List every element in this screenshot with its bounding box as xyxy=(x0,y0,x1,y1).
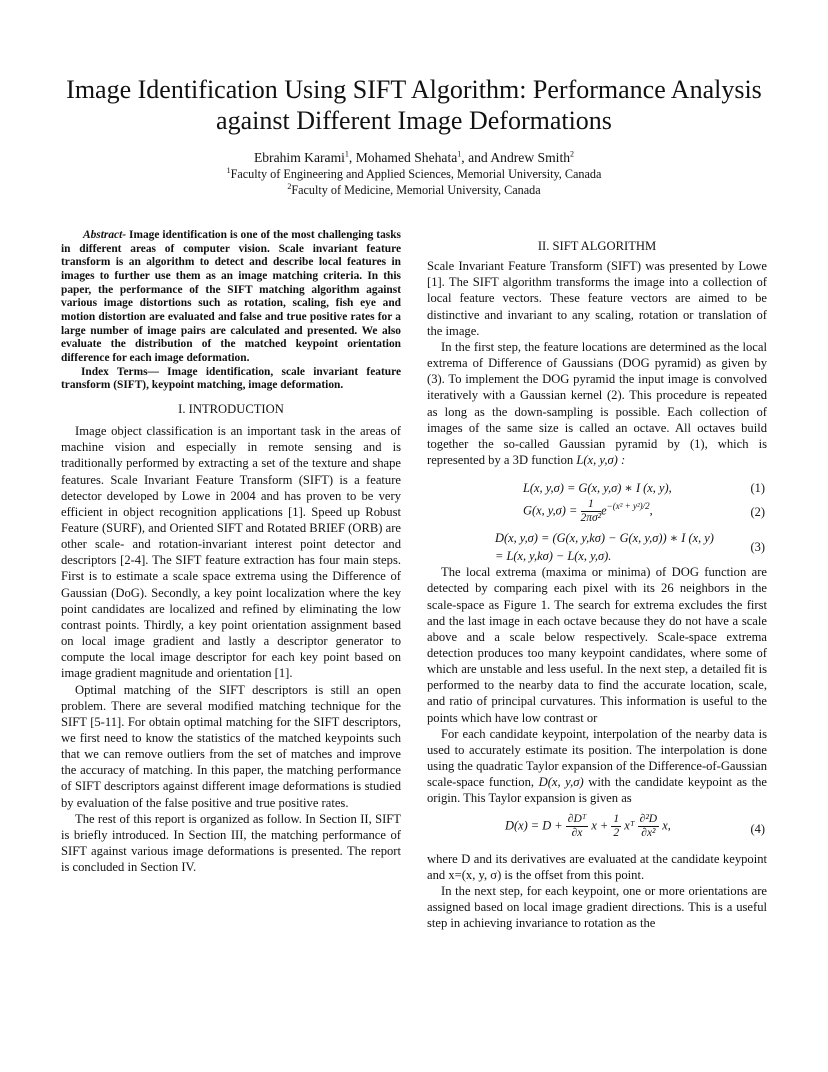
fraction xyxy=(638,813,659,840)
numerator: ∂Dᵀ xyxy=(567,812,587,825)
abstract xyxy=(61,229,401,366)
numerator: 1 xyxy=(613,812,620,825)
affiliation-text: Faculty of Engineering and Applied Sciences, Memorial University, Canada xyxy=(230,167,602,181)
paragraph-text: with the candidate keypoint as the origin. This Taylor expansion is given as xyxy=(427,775,768,806)
affiliation xyxy=(60,166,768,182)
fraction xyxy=(581,498,602,525)
fraction xyxy=(611,813,621,840)
affiliation-text: Faculty of Medicine, Memorial University, Canada xyxy=(291,183,541,197)
equation-3-line-1: D(x, y,σ) = (G(x, y,kσ) − G(x, y,σ)) ∗ I (x, y) xyxy=(495,531,714,546)
equation-term: x, xyxy=(662,817,671,832)
equation-number: (4) xyxy=(750,821,765,836)
left-column xyxy=(61,229,401,875)
equation-number: (2) xyxy=(750,505,765,520)
paragraph: Scale Invariant Feature Transform (SIFT) was presented by Lowe [1]. The SIFT algorithm transforms the image into a collection of local feature vectors. These feature vectors are aimed to be distinctive and invariant to any scaling, rotation or translation of the image. xyxy=(427,259,767,338)
denominator: ∂x² xyxy=(641,826,656,839)
numerator: 1 xyxy=(581,498,602,512)
paragraph: The local extrema (maxima or minima) of DOG function are detected by comparing each pixel with its 26 neighbors in the scale-space as Figure 1. The search for extrema excludes the first and the last image in each octave because they do not have a scale above and a scale below respectively. Scale-space extrema detection produces too many keypoint candidates, where some of which are unstable and less useful. In the next step, a detailed fit is performed to the nearby data to find the accurate location, scale, and ratio of principal curvatures. This information is useful to the points which have low contrast or xyxy=(427,565,767,725)
author-affiliation-mark: 2 xyxy=(570,149,575,159)
inline-math: D(x, y,σ) xyxy=(538,775,584,790)
equation-3-line-2: = L(x, y,kσ) − L(x, y,σ). xyxy=(495,549,612,564)
author-name: Andrew Smith xyxy=(490,150,571,165)
exponential: e xyxy=(601,503,607,518)
author-affiliation-mark: 1 xyxy=(344,149,349,159)
author-name: Mohamed Shehata xyxy=(355,150,458,165)
denominator: 2πσ² xyxy=(580,512,602,525)
right-column xyxy=(427,238,767,931)
paragraph: In the next step, for each keypoint, one or more orientations are assigned based on local image gradient directions. This is a useful step in achieving invariance to rotation as the xyxy=(427,883,767,931)
equation-lhs: D(x) = D + xyxy=(505,817,563,832)
affiliation-mark: 2 xyxy=(287,181,292,191)
equation-2: G(x, y,σ) = $\frac{1}{\text{2πσ²}}$ $e^{-(x^2 + y^2)/2}$, xyxy=(523,498,653,525)
fraction xyxy=(566,813,588,840)
inline-math: L(x, y,σ) : xyxy=(576,453,626,468)
section-heading-sift: II. SIFT ALGORITHM xyxy=(537,239,657,253)
paragraph: Image object classification is an important task in the areas of machine vision and especially in remote sensing and is traditionally performed by extracting a set of the texture and shape features. Scale Invariant Feature Transform (SIFT) is a feature detector developed by Lowe in 2004 and has proven to be very efficient in object recognition applications [1]. Speed up Robust Feature (SURF), and Oriented SIFT and Rotated BRIEF (ORB) are other scale- and rotation-invariant interest point detector and descriptors [2-4]. The SIFT feature extraction has four main steps. First is to estimate a scale space extrema using the Difference of Gaussian (DoG). Secondly, a key point localization where the key point candidates are localized and refined by eliminating the low contrast points. Thirdly, a key point orientation assignment based on local image gradient and lastly a descriptor generator to compute the local image descriptor for each key point based on image gradient magnitude and orientation [1]. xyxy=(61,424,401,681)
exponent: −(x² + y²)/2 xyxy=(606,501,650,512)
paragraph: Optimal matching of the SIFT descriptors is still an open problem. There are several modified matching technique for the SIFT [5-11]. For obtain optimal matching for the SIFT descriptors, we first need to know the statistics of the matched keypoints such that we can remove outliers from the set of matches and improve the accuracy of matching. In this paper, the matching performance of SIFT descriptors against different image deformations is studied by evaluation of the false positive and true positive rates. xyxy=(61,682,401,810)
affiliation-mark: 1 xyxy=(226,165,231,175)
paragraph: The rest of this report is organized as follow. In Section II, SIFT is briefly introduced. In Section III, the matching performance of SIFT against various image deformations is presented. The report is concluded in Section IV. xyxy=(61,811,401,875)
equation-4-body xyxy=(505,813,671,840)
index-terms: Index Terms— Image identification, scale invariant feature transform (SIFT), keypoint matching, image deformation. xyxy=(61,365,401,392)
equation-term: xᵀ xyxy=(624,817,635,832)
abstract-text: Image identification is one of the most challenging tasks in different areas of computer vision. Scale invariant feature transform is an algorithm to detect and describe local features in images to further use them as an image matching criteria. In this paper, the performance of the SIFT matching algorithm against various image distortions such as rotation, scaling, fish eye and motion distortion are evaluated and false and true positive rates for a large number of image pairs are calculated and presented. We also evaluate the distribution of the matched keypoint orientation difference for each image deformation. xyxy=(61,229,401,364)
paragraph-text: For each candidate keypoint, interpolation of the nearby data is used to accurately estimate its position. The interpolation is done using the quadratic Taylor expansion of the Difference-of-Gaussian scale-space function, xyxy=(427,726,767,790)
equation-number: (3) xyxy=(750,540,765,555)
section-heading-introduction: I. INTRODUCTION xyxy=(178,401,284,416)
paper-title: Image Identification Using SIFT Algorithm: Performance Analysis against Different Image Deformations xyxy=(66,75,762,135)
equations-1-3 xyxy=(427,468,767,564)
paragraph-text: In the first step, the feature locations are determined as the local extrema of Difference of Gaussians (DOG pyramid) as given by (3). To implement the DOG pyramid the input image is convolved iteratively with a Gaussian kernel (2). This procedure is repeated as long as the down-sampling is possible. Each collection of images of the same size is called an octave. All octaves build together the so-called Gaussian pyramid by (1), which is represented by a 3D function xyxy=(427,339,767,468)
author-name: Ebrahim Karami xyxy=(253,150,345,165)
equation-number: (1) xyxy=(750,481,765,496)
affiliation xyxy=(60,182,768,198)
author-list: Ebrahim Karami$^1$, Mohamed Shehata$^1$, and Andrew Smith$^2$ xyxy=(253,149,575,165)
paragraph xyxy=(427,726,767,807)
abstract-label: Abstract- xyxy=(83,229,127,241)
denominator: ∂x xyxy=(571,826,583,839)
equation-lhs: G(x, y,σ) = xyxy=(523,503,578,518)
numerator: ∂²D xyxy=(639,812,658,825)
equation-term: x + xyxy=(591,817,609,832)
denominator: 2 xyxy=(613,826,620,839)
equation-1: L(x, y,σ) = G(x, y,σ) ∗ I (x, y), xyxy=(523,481,672,496)
paragraph xyxy=(427,339,767,468)
author-affiliation-mark: 1 xyxy=(457,149,462,159)
paragraph: where D and its derivatives are evaluated at the candidate keypoint and x=(x, y, σ) is the offset from this point. xyxy=(427,851,767,882)
equation-4 xyxy=(427,807,767,851)
